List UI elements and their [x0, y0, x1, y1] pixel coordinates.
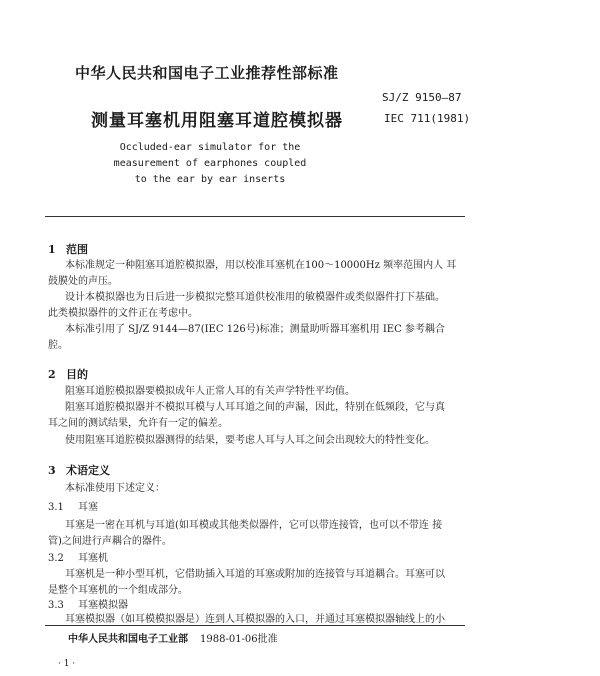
paragraph-line: 设计本模拟器也为日后进一步模拟完整耳道供校准用的敏模器件或类似器件打下基础。 — [65, 292, 445, 303]
section-1-heading — [48, 241, 88, 257]
section-title: 术语定义 — [66, 464, 110, 477]
section-number: 2 — [48, 368, 56, 381]
paragraph-line: 是整个耳塞机的一个组成部分。 — [48, 585, 188, 596]
paragraph-line: 腔。 — [48, 340, 68, 351]
standard-number: SJ/Z 9150—87 — [382, 91, 462, 104]
paragraph-line: 本标准使用下述定义： — [65, 483, 165, 494]
document-title: 测量耳塞机用阻塞耳道腔模拟器 — [91, 111, 343, 131]
publisher-heading: 中华人民共和国电子工业推荐性部标准 — [75, 64, 339, 82]
paragraph-line: 此类模拟器件的文件正在考虑中。 — [48, 308, 198, 319]
paragraph-line: 耳塞机是一种小型耳机，它借助插入耳道的耳塞或附加的连接管与耳道耦合。耳塞可以 — [65, 569, 445, 580]
paragraph-line: 阻塞耳道腔模拟器要模拟成年人正常人耳的有关声学特性平均值。 — [65, 386, 355, 397]
english-title-line: Occluded-ear simulator for the — [119, 142, 301, 153]
section-title: 范围 — [66, 243, 88, 256]
section-number: 3 — [48, 464, 56, 477]
section-3-heading — [48, 462, 110, 478]
page-number: · 1 · — [58, 659, 76, 669]
subsection-title: 耳塞 — [78, 502, 98, 513]
iec-reference: IEC 711(1981) — [384, 112, 471, 125]
paragraph-line: 耳之间的测试结果，允许有一定的偏差。 — [48, 418, 228, 429]
approval-date: 1988-01-06批准 — [200, 634, 278, 645]
subsection-3-1-heading — [48, 500, 98, 516]
english-title-line: to the ear by ear inserts — [134, 174, 286, 185]
paragraph-line: 本标准引用了 SJ/Z 9144—87(IEC 126号)标准；测量助听器耳塞机用 IEC 参考耦合 — [65, 324, 445, 335]
footer-divider — [45, 625, 465, 626]
header-divider — [45, 216, 465, 217]
subsection-3-2-heading — [48, 551, 108, 567]
subsection-number: 3.2 — [48, 553, 64, 564]
section-2-heading — [48, 366, 88, 382]
issuer: 中华人民共和国电子工业部 — [68, 634, 188, 645]
subsection-number: 3.1 — [48, 502, 64, 513]
section-number: 1 — [48, 243, 56, 256]
paragraph-line: 本标准规定一种阻塞耳道腔模拟器，用以校准耳塞机在100～10000Hz 频率范围内人 耳 — [65, 260, 457, 271]
paragraph-line: 使用阻塞耳道腔模拟器测得的结果，要考虑人耳与人耳之间会出现较大的特性变化。 — [65, 435, 435, 446]
english-title — [95, 140, 325, 188]
subsection-title: 耳塞机 — [78, 553, 108, 564]
subsection-title: 耳塞模拟器 — [78, 600, 128, 611]
paragraph-line: 鼓膜处的声压。 — [48, 276, 118, 287]
paragraph-line: 耳塞是一密在耳机与耳道(如耳模或其他类似器件，它可以带连接管，也可以不带连 接 — [65, 520, 443, 531]
english-title-line: measurement of earphones coupled — [113, 158, 307, 169]
section-title: 目的 — [66, 368, 88, 381]
paragraph-line: 管)之间进行声耦合的器件。 — [48, 536, 172, 547]
subsection-number: 3.3 — [48, 600, 64, 611]
paragraph-line: 阻塞耳道腔模拟器并不模拟耳模与人耳耳道之间的声漏，因此，特别在低频段，它与真 — [65, 402, 445, 413]
paragraph-line: 耳塞模拟器（如耳模模拟器是）连到人耳模拟器的入口，并通过耳塞模拟器轴线上的小 — [65, 614, 445, 625]
